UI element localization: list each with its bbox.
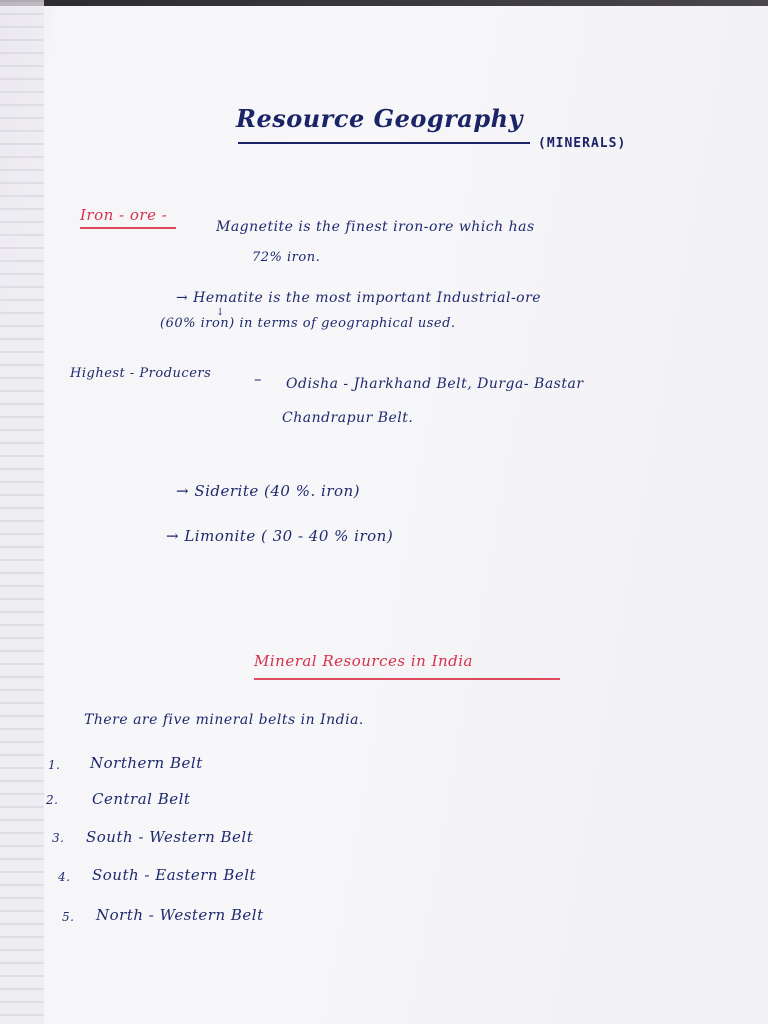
producers-line-1: Odisha - Jharkhand Belt, Durga- Bastar [286,376,584,392]
iron-ore-label: Iron - ore - [80,206,168,224]
magnetite-line-1: Magnetite is the finest iron-ore which has [216,219,535,235]
mineral-resources-underline [254,678,560,680]
hematite-line-1: → Hematite is the most important Industrial-ore [176,290,542,306]
mineral-belts-intro: There are five mineral belts in India. [84,712,364,728]
belt-number-5: 5. [62,910,75,924]
producers-label: Highest - Producers [70,366,212,381]
belt-number-3: 3. [52,831,65,845]
belt-name-5: North - Western Belt [96,906,264,924]
hematite-down-arrow: ↓ [216,307,225,318]
belt-name-4: South - Eastern Belt [92,866,257,884]
page-top-edge [0,0,768,6]
iron-ore-underline [80,227,176,229]
belt-name-3: South - Western Belt [86,828,254,846]
belt-name-2: Central Belt [92,790,191,808]
belt-number-2: 2. [46,793,59,807]
belt-number-4: 4. [58,870,71,884]
page-title: Resource Geography [236,104,523,133]
belt-number-1: 1. [48,758,61,772]
magnetite-line-2: 72% iron. [252,250,321,265]
siderite-line: → Siderite (40 %. iron) [176,482,361,500]
title-tag: (MINERALS) [538,136,627,151]
title-underline [238,142,530,144]
limonite-line: → Limonite ( 30 - 40 % iron) [166,527,394,545]
belt-name-1: Northern Belt [90,754,203,772]
hematite-line-2: (60% iron) in terms of geographical used. [160,316,456,331]
producers-dash: – [254,370,262,388]
page-left-edge [0,0,44,1024]
producers-line-2: Chandrapur Belt. [282,410,414,426]
mineral-resources-heading: Mineral Resources in India [254,652,474,670]
